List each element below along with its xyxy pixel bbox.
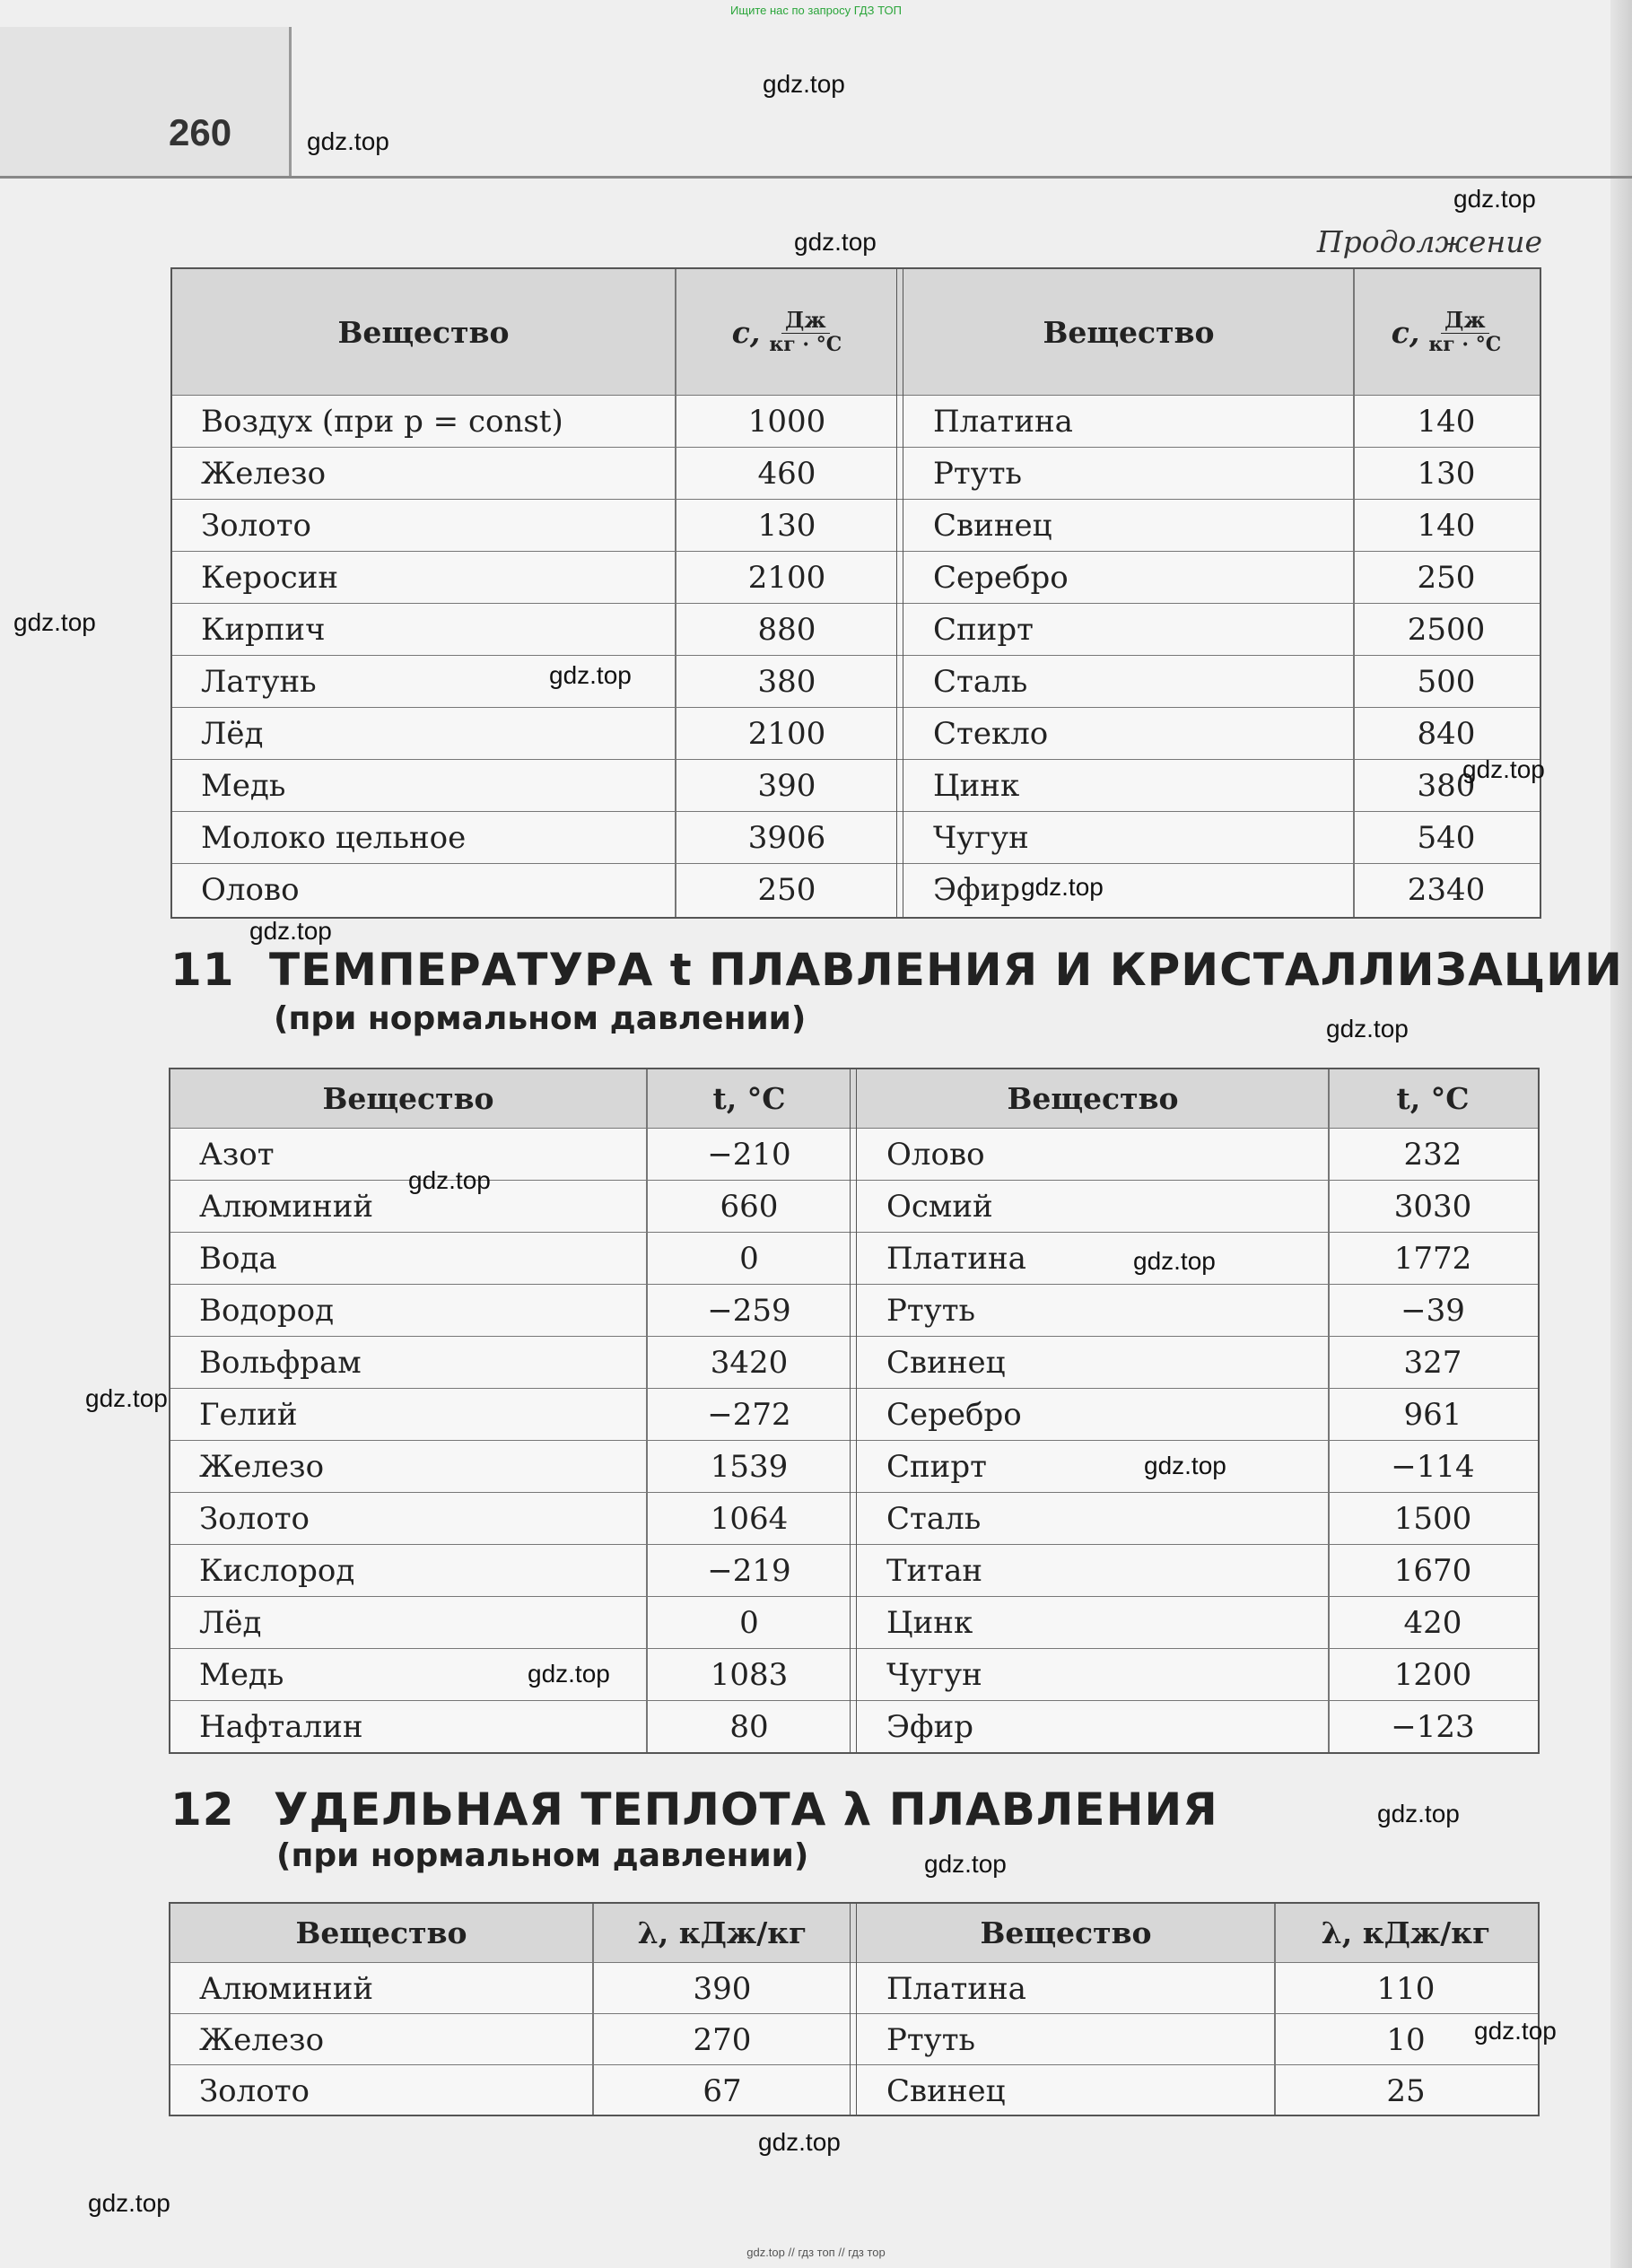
specific-heat-table xyxy=(170,267,1541,919)
watermark: gdz.top xyxy=(85,1384,168,1412)
substance-cell: Спирт xyxy=(933,612,1034,648)
value-header: t, °C xyxy=(1396,1081,1470,1116)
table-row xyxy=(172,551,1540,604)
value-cell: 1000 xyxy=(747,404,826,440)
substance-cell: Олово xyxy=(201,872,300,908)
value-cell: 3906 xyxy=(747,820,826,856)
substance-cell: Золото xyxy=(199,1501,310,1537)
section-11-number: 11 xyxy=(170,944,235,996)
latent-heat-table xyxy=(169,1902,1540,2116)
value-cell: 1670 xyxy=(1393,1553,1472,1589)
value-cell: 420 xyxy=(1403,1605,1462,1641)
substance-cell: Лёд xyxy=(201,716,264,752)
substance-cell: Медь xyxy=(199,1657,284,1693)
substance-cell: Свинец xyxy=(886,1345,1006,1381)
top-note: Ищите нас по запросу ГДЗ ТОП xyxy=(730,4,902,17)
value-cell: −219 xyxy=(707,1553,791,1589)
unit-denominator: кг · °C xyxy=(1428,332,1502,356)
bottom-note: gdz.top // гдз топ // гдз тор xyxy=(746,2246,886,2259)
header-rule xyxy=(0,176,1632,179)
value-cell: 2100 xyxy=(747,560,826,596)
substance-cell: Цинк xyxy=(933,768,1020,804)
value-cell: 0 xyxy=(739,1605,759,1641)
watermark: gdz.top xyxy=(408,1166,491,1194)
value-cell: 140 xyxy=(1417,404,1476,440)
table-row xyxy=(172,447,1540,500)
substance-cell: Ртуть xyxy=(886,2021,976,2058)
value-cell: 0 xyxy=(739,1241,759,1277)
section-11-subtitle: (при нормальном давлении) xyxy=(274,1000,807,1037)
value-cell: 460 xyxy=(757,456,816,492)
value-cell: 880 xyxy=(757,612,816,648)
column-divider xyxy=(1353,269,1355,917)
watermark: gdz.top xyxy=(1144,1452,1226,1479)
watermark: gdz.top xyxy=(307,127,389,155)
value-cell: 961 xyxy=(1403,1397,1462,1433)
value-cell: 232 xyxy=(1403,1137,1462,1173)
value-cell: −272 xyxy=(707,1397,791,1433)
watermark: gdz.top xyxy=(763,70,845,98)
substance-cell: Чугун xyxy=(933,820,1029,856)
substance-cell: Свинец xyxy=(886,2072,1006,2109)
substance-cell: Серебро xyxy=(933,560,1069,596)
watermark: gdz.top xyxy=(13,608,96,636)
substance-cell: Железо xyxy=(199,1449,325,1485)
substance-cell: Водород xyxy=(199,1293,335,1329)
substance-cell: Эфир xyxy=(933,872,1021,908)
value-cell: 3030 xyxy=(1393,1189,1472,1225)
unit-denominator: кг · °C xyxy=(769,332,842,356)
substance-cell: Ртуть xyxy=(933,456,1023,492)
value-cell: 500 xyxy=(1417,664,1476,700)
unit-numerator: Дж xyxy=(1441,308,1489,334)
value-cell: 130 xyxy=(757,508,816,544)
column-divider xyxy=(1274,1904,1276,2115)
substance-cell: Кислород xyxy=(199,1553,355,1589)
value-cell: 1083 xyxy=(710,1657,789,1693)
substance-cell: Молоко цельное xyxy=(201,820,467,856)
value-header xyxy=(675,269,899,395)
value-cell: 2340 xyxy=(1407,872,1486,908)
table-row xyxy=(172,655,1540,708)
table-row xyxy=(172,811,1540,864)
value-cell: −259 xyxy=(707,1293,791,1329)
table-row xyxy=(172,707,1540,760)
substance-cell: Нафталин xyxy=(199,1709,363,1745)
value-cell: 25 xyxy=(1386,2072,1426,2109)
substance-cell: Золото xyxy=(199,2072,310,2109)
section-12-subtitle: (при нормальном давлении) xyxy=(276,1837,809,1874)
table-row xyxy=(172,603,1540,656)
table-row xyxy=(172,759,1540,812)
value-cell: 3420 xyxy=(710,1345,789,1381)
value-cell: 2500 xyxy=(1407,612,1486,648)
value-cell: 250 xyxy=(757,872,816,908)
header-row xyxy=(172,269,1540,395)
substance-cell: Сталь xyxy=(933,664,1028,700)
table-row xyxy=(172,499,1540,552)
unit-fraction xyxy=(769,308,842,356)
column-divider xyxy=(646,1069,648,1752)
column-divider-double xyxy=(850,1069,857,1752)
substance-header: Вещество xyxy=(295,1915,467,1950)
watermark: gdz.top xyxy=(549,661,632,689)
substance-cell: Спирт xyxy=(886,1449,987,1485)
section-11-title: ТЕМПЕРАТУРА t ПЛАВЛЕНИЯ И КРИСТАЛЛИЗАЦИИ xyxy=(269,944,1623,996)
substance-cell: Кирпич xyxy=(201,612,326,648)
c-label: c, xyxy=(731,314,761,350)
substance-cell: Медь xyxy=(201,768,286,804)
column-divider xyxy=(675,269,676,917)
header-divider xyxy=(289,27,292,178)
column-divider-double xyxy=(850,1904,857,2115)
value-cell: 840 xyxy=(1417,716,1476,752)
substance-header: Вещество xyxy=(322,1081,494,1116)
substance-cell: Азот xyxy=(199,1137,275,1173)
value-cell: −39 xyxy=(1401,1293,1465,1329)
unit-fraction xyxy=(1428,308,1501,356)
substance-cell: Лёд xyxy=(199,1605,262,1641)
value-cell: 1539 xyxy=(710,1449,789,1485)
unit-numerator: Дж xyxy=(781,308,830,334)
watermark: gdz.top xyxy=(1462,755,1545,783)
watermark: gdz.top xyxy=(1377,1800,1460,1827)
watermark: gdz.top xyxy=(249,917,332,945)
substance-cell: Вода xyxy=(199,1241,277,1277)
table-row xyxy=(172,863,1540,916)
substance-cell: Серебро xyxy=(886,1397,1022,1433)
watermark: gdz.top xyxy=(1021,873,1104,901)
substance-cell: Свинец xyxy=(933,508,1052,544)
substance-cell: Осмий xyxy=(886,1189,993,1225)
substance-cell: Платина xyxy=(886,1970,1026,2007)
watermark: gdz.top xyxy=(794,228,877,256)
substance-cell: Платина xyxy=(886,1241,1026,1277)
watermark: gdz.top xyxy=(1474,2017,1557,2045)
substance-cell: Воздух (при p = const) xyxy=(201,404,563,440)
value-cell: 2100 xyxy=(747,716,826,752)
value-cell: −210 xyxy=(707,1137,791,1173)
section-12-title: УДЕЛЬНАЯ ТЕПЛОТА λ ПЛАВЛЕНИЯ xyxy=(274,1784,1218,1836)
substance-cell: Алюминий xyxy=(199,1970,374,2007)
substance-cell: Стекло xyxy=(933,716,1049,752)
value-header: λ, кДж/кг xyxy=(637,1915,807,1950)
value-cell: 130 xyxy=(1417,456,1476,492)
value-cell: 380 xyxy=(757,664,816,700)
watermark: gdz.top xyxy=(1453,185,1536,213)
value-header: λ, кДж/кг xyxy=(1321,1915,1491,1950)
substance-cell: Железо xyxy=(199,2021,325,2058)
substance-cell: Ртуть xyxy=(886,1293,976,1329)
watermark: gdz.top xyxy=(1133,1247,1216,1275)
substance-cell: Вольфрам xyxy=(199,1345,362,1381)
substance-header: Вещество xyxy=(1007,1081,1179,1116)
substance-header: Вещество xyxy=(1043,314,1215,350)
watermark: gdz.top xyxy=(924,1850,1007,1878)
value-cell: 1064 xyxy=(710,1501,789,1537)
value-cell: 380 xyxy=(1417,768,1476,804)
substance-cell: Керосин xyxy=(201,560,339,596)
table-row xyxy=(172,395,1540,448)
substance-cell: Олово xyxy=(886,1137,985,1173)
value-cell: 10 xyxy=(1386,2021,1426,2058)
value-cell: 1772 xyxy=(1393,1241,1472,1277)
value-cell: 660 xyxy=(720,1189,779,1225)
value-cell: 1200 xyxy=(1393,1657,1472,1693)
column-divider-double xyxy=(896,269,903,917)
substance-header: Вещество xyxy=(980,1915,1152,1950)
watermark: gdz.top xyxy=(528,1660,610,1688)
substance-cell: Гелий xyxy=(199,1397,298,1433)
value-cell: 140 xyxy=(1417,508,1476,544)
value-cell: 327 xyxy=(1403,1345,1462,1381)
value-cell: 390 xyxy=(693,1970,752,2007)
continuation-label: Продолжение xyxy=(1316,224,1542,259)
value-cell: 67 xyxy=(703,2072,742,2109)
substance-cell: Сталь xyxy=(886,1501,982,1537)
value-cell: 250 xyxy=(1417,560,1476,596)
substance-cell: Чугун xyxy=(886,1657,982,1693)
value-header xyxy=(1353,269,1540,395)
section-12-number: 12 xyxy=(170,1784,235,1836)
value-cell: −123 xyxy=(1391,1709,1475,1745)
column-divider xyxy=(1328,1069,1330,1752)
watermark: gdz.top xyxy=(88,2189,170,2217)
value-cell: 1500 xyxy=(1393,1501,1472,1537)
substance-cell: Железо xyxy=(201,456,327,492)
substance-cell: Латунь xyxy=(201,664,317,700)
page-number: 260 xyxy=(169,111,232,153)
melting-temperature-table xyxy=(169,1068,1540,1754)
value-cell: −114 xyxy=(1391,1449,1475,1485)
c-label: c, xyxy=(1391,314,1420,350)
value-cell: 270 xyxy=(693,2021,752,2058)
substance-cell: Титан xyxy=(886,1553,983,1589)
value-cell: 390 xyxy=(757,768,816,804)
value-cell: 80 xyxy=(729,1709,769,1745)
substance-header: Вещество xyxy=(337,314,510,350)
value-header: t, °C xyxy=(712,1081,786,1116)
watermark: gdz.top xyxy=(758,2128,841,2156)
column-divider xyxy=(592,1904,594,2115)
page-spine xyxy=(1610,0,1632,2268)
value-cell: 110 xyxy=(1376,1970,1436,2007)
substance-cell: Алюминий xyxy=(199,1189,374,1225)
substance-cell: Платина xyxy=(933,404,1073,440)
substance-cell: Цинк xyxy=(886,1605,973,1641)
value-cell: 540 xyxy=(1417,820,1476,856)
header-shadow xyxy=(0,27,289,178)
watermark: gdz.top xyxy=(1326,1015,1409,1042)
substance-cell: Эфир xyxy=(886,1709,974,1745)
substance-cell: Золото xyxy=(201,508,312,544)
